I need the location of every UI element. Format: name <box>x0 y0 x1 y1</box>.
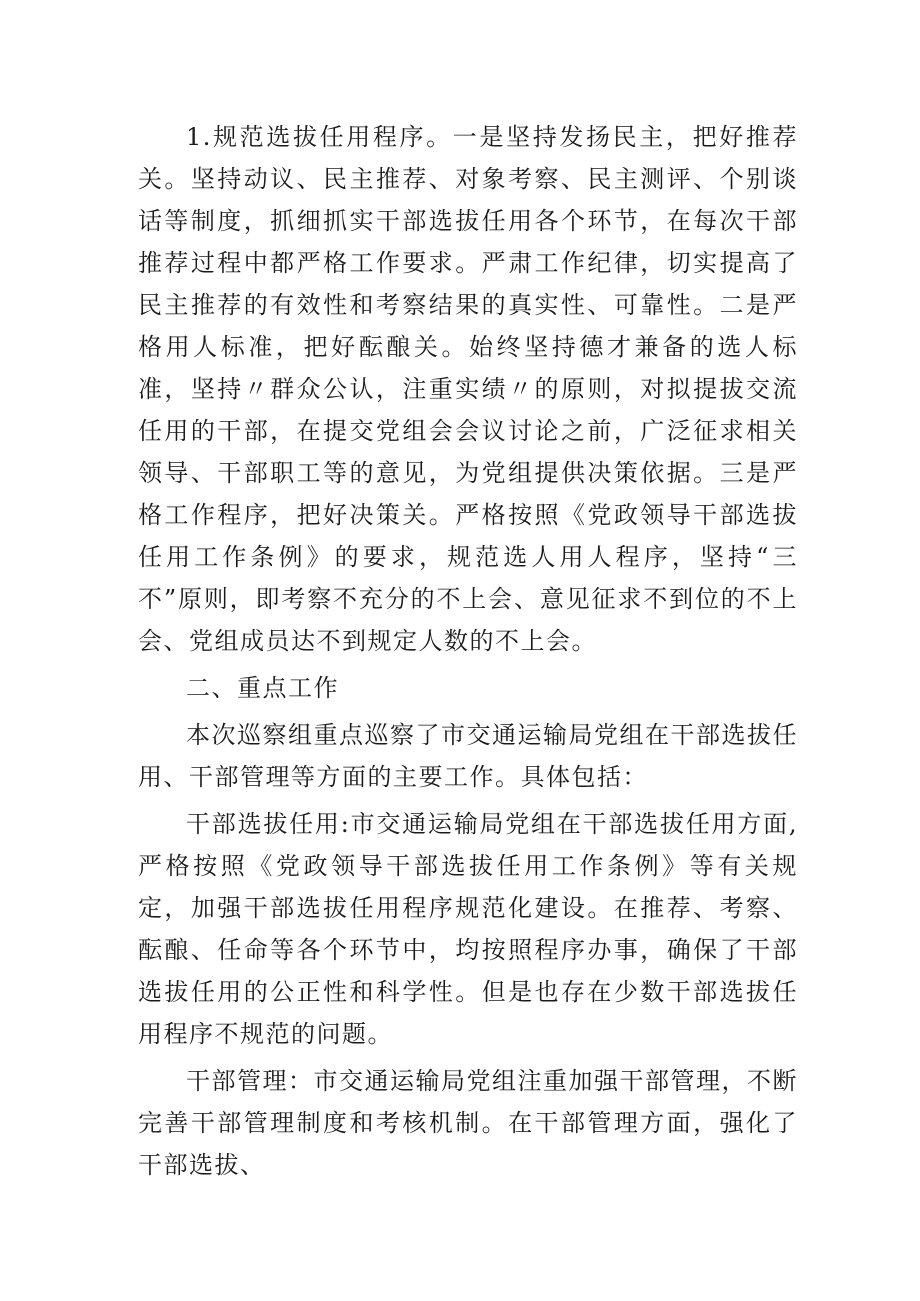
paragraph-cadre-selection: 干部选拔任用:市交通运输局党组在干部选拔任用方面,严格按照《党政领导干部选拔任用工作条例》等有关规定，加强干部选拔任用程序规范化建设。在推荐、考察、酝酿、任命等各个环节中，均按照程序办事，确保了干部选拔任用的公正性和科学性。但是也存在少数干部选拔任用程序不规范的问题。 <box>138 810 798 1048</box>
section-heading-key-work: 二、重点工作 <box>186 674 339 702</box>
paragraph-selection-procedure: 1.规范选拔任用程序。一是坚持发扬民主，把好推荐关。坚持动议、民主推荐、对象考察、民主测评、个别谈话等制度，抓细抓实干部选拔任用各个环节，在每次干部推荐过程中都严格工作要求。严肃工作纪律，切实提高了民主推荐的有效性和考察结果的真实性、可靠性。二是严格用人标准，把好酝酿关。始终坚持德才兼备的选人标准，坚持〃群众公认，注重实绩〃的原则，对拟提拔交流任用的干部，在提交党组会会议讨论之前，广泛征求相关领导、干部职工等的意见，为党组提供决策依据。三是严格工作程序，把好决策关。严格按照《党政领导干部选拔任用工作条例》的要求，规范选人用人程序，坚持“三不”原则，即考察不充分的不上会、意见征求不到位的不上会、党组成员达不到规定人数的不上会。 <box>138 123 798 655</box>
paragraph-cadre-management: 干部管理：市交通运输局党组注重加强干部管理，不断完善干部管理制度和考核机制。在干部管理方面，强化了干部选拔、 <box>138 1067 798 1179</box>
paragraph-inspection-overview: 本次巡察组重点巡察了市交通运输局党组在干部选拔任用、干部管理等方面的主要工作。具体包括： <box>138 721 798 791</box>
document-body <box>138 116 798 1191</box>
